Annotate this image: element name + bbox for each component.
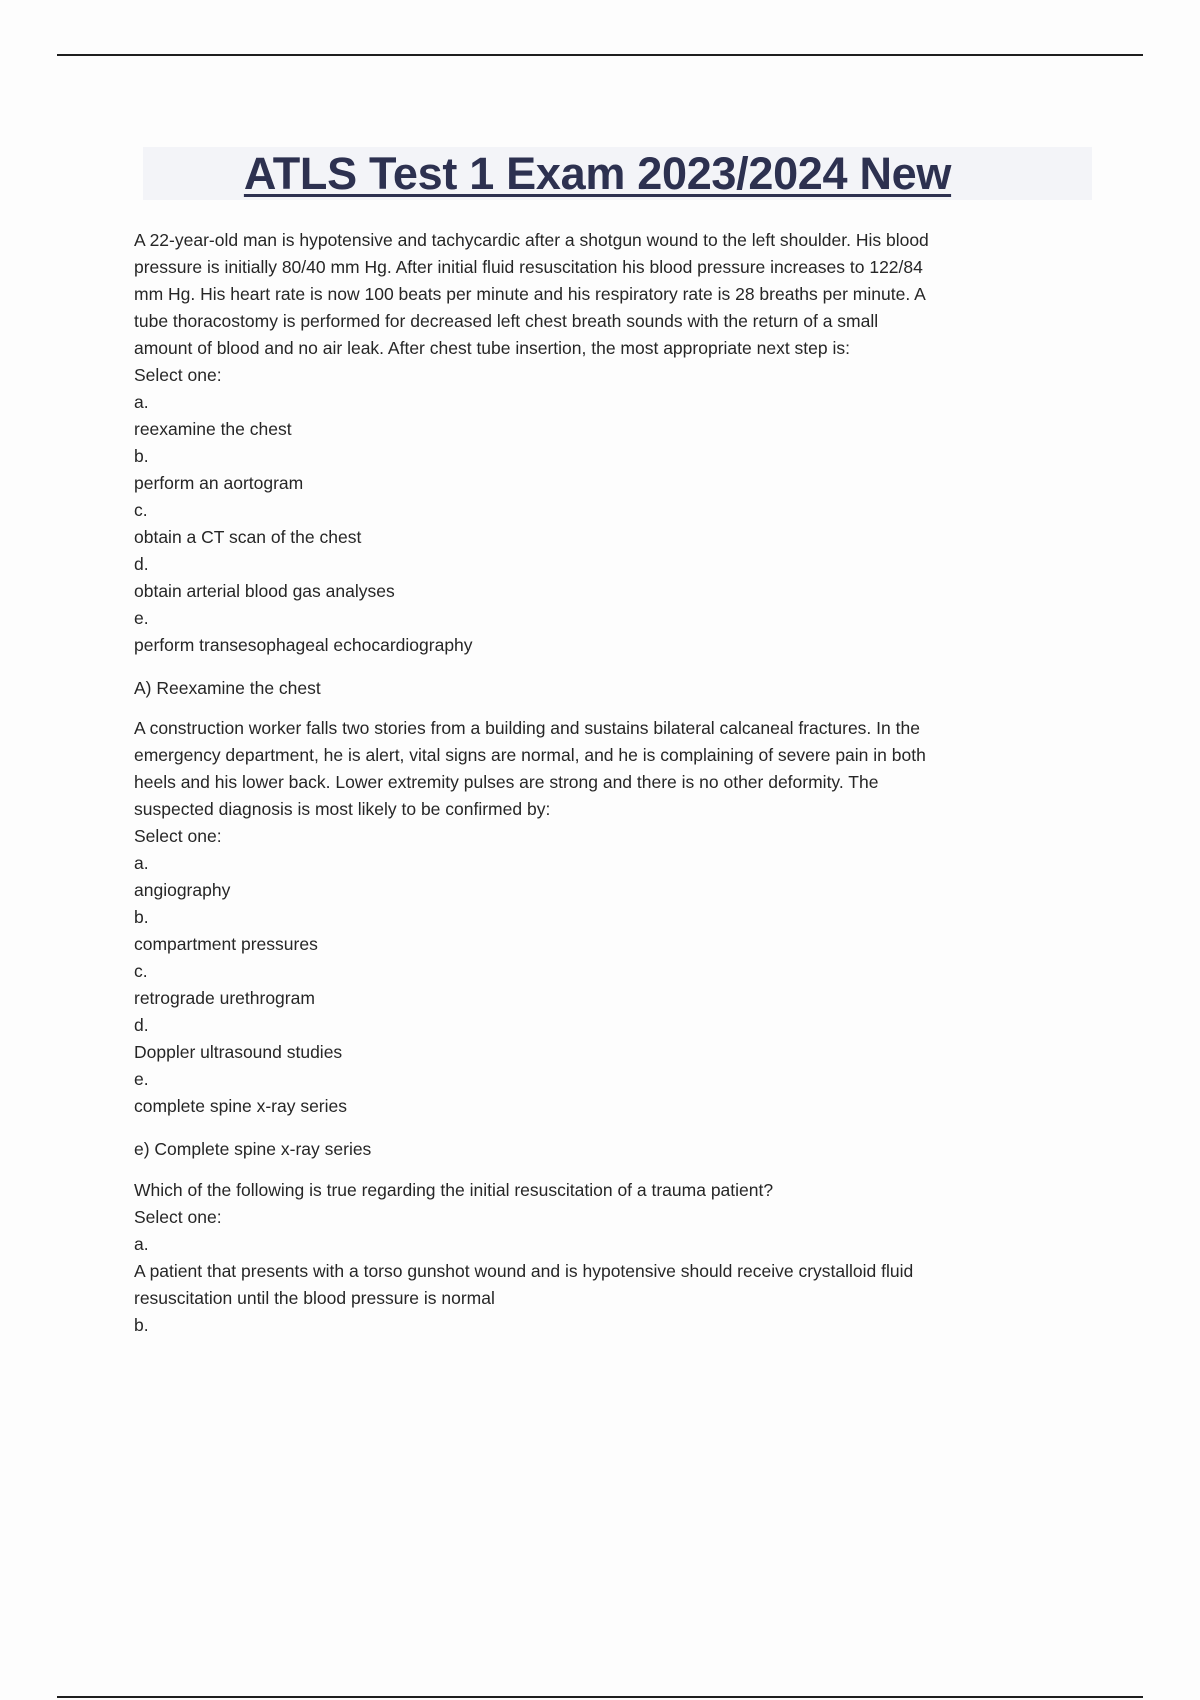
answer-line: e) Complete spine x-ray series (134, 1139, 372, 1159)
question-1 (134, 227, 1094, 702)
option-letter: c. (134, 500, 148, 520)
option-letter: c. (134, 961, 148, 981)
option-text: obtain a CT scan of the chest (134, 527, 362, 547)
question-stem-line: amount of blood and no air leak. After chest tube insertion, the most appropriate next step is: (134, 338, 850, 358)
option-text: resuscitation until the blood pressure is normal (134, 1288, 495, 1308)
option-text: angiography (134, 880, 231, 900)
question-stem-line: Which of the following is true regarding the initial resuscitation of a trauma patient? (134, 1180, 774, 1200)
select-prompt: Select one: (134, 826, 222, 846)
bottom-rule (57, 1696, 1143, 1698)
option-text: perform an aortogram (134, 473, 304, 493)
option-letter: a. (134, 1234, 149, 1254)
question-2 (134, 715, 1094, 1163)
option-text: perform transesophageal echocardiography (134, 635, 473, 655)
option-letter: d. (134, 554, 149, 574)
option-letter: a. (134, 853, 149, 873)
question-stem-line: mm Hg. His heart rate is now 100 beats per minute and his respiratory rate is 28 breaths per minute. A (134, 284, 926, 304)
option-letter: b. (134, 446, 149, 466)
option-letter: b. (134, 907, 149, 927)
answer-line: A) Reexamine the chest (134, 678, 321, 698)
option-letter: b. (134, 1315, 149, 1335)
option-text: compartment pressures (134, 934, 318, 954)
question-stem-line: heels and his lower back. Lower extremity pulses are strong and there is no other deformity. The (134, 772, 879, 792)
question-stem-line: suspected diagnosis is most likely to be confirmed by: (134, 799, 551, 819)
question-stem-line: pressure is initially 80/40 mm Hg. After initial fluid resuscitation his blood pressure increases to 122/84 (134, 257, 923, 277)
question-stem-line: A construction worker falls two stories from a building and sustains bilateral calcaneal fractures. In the (134, 718, 920, 738)
question-3 (134, 1177, 1094, 1339)
option-text: complete spine x-ray series (134, 1096, 347, 1116)
select-prompt: Select one: (134, 365, 222, 385)
title-banner (143, 147, 1092, 200)
question-stem-line: tube thoracostomy is performed for decreased left chest breath sounds with the return of a small (134, 311, 879, 331)
select-prompt: Select one: (134, 1207, 222, 1227)
question-stem-line: emergency department, he is alert, vital signs are normal, and he is complaining of severe pain in both (134, 745, 926, 765)
option-text: obtain arterial blood gas analyses (134, 581, 395, 601)
option-letter: d. (134, 1015, 149, 1035)
question-stem-line: A 22-year-old man is hypotensive and tachycardic after a shotgun wound to the left shoulder. His blood (134, 230, 929, 250)
option-letter: e. (134, 608, 149, 628)
document-title: ATLS Test 1 Exam 2023/2024 New (243, 147, 952, 199)
option-text: retrograde urethrogram (134, 988, 315, 1008)
option-letter: e. (134, 1069, 149, 1089)
option-text: reexamine the chest (134, 419, 292, 439)
option-text: Doppler ultrasound studies (134, 1042, 343, 1062)
top-rule (57, 54, 1143, 56)
option-letter: a. (134, 392, 149, 412)
option-text: A patient that presents with a torso gunshot wound and is hypotensive should receive crystalloid fluid (134, 1261, 914, 1281)
